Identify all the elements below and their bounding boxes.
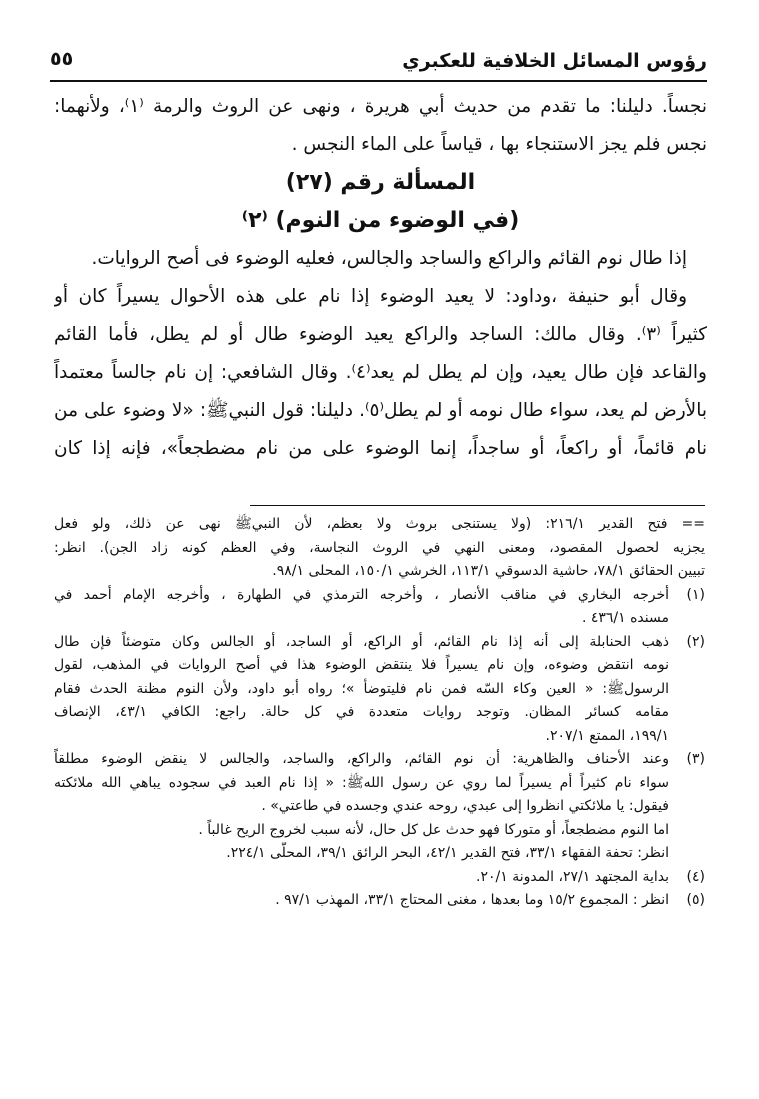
header-divider	[50, 80, 707, 82]
intro-line: نجساً. دليلنا: ما تقدم من حديث أبي هريرة ، ونهى عن الروث والرمة ⁽١⁾، ولأنهما:	[54, 96, 707, 117]
footnote-line: سواء نام كثيراً أم يسيراً لما روي عن رسول اللهﷺ: « إذا نام العبد في سجوده يباهي الله ملائكته	[54, 774, 669, 791]
body-line: نام قائماً، أو راكعاً، أو ساجداً، إنما الوضوء على من نام مضطجعاً»، فإنه إذا كان	[54, 438, 707, 459]
footnote-continuation-line: تبيين الحقائق ٧٨/١، حاشية الدسوقي ١١٣/١، الخرشي ١٥٠/١، المحلى ٩٨/١.	[272, 563, 705, 579]
book-title: رؤوس المسائل الخلافية للعكبري	[402, 50, 707, 72]
footnote-2	[54, 631, 705, 655]
footnote-divider	[250, 505, 705, 506]
footnote-1	[54, 584, 705, 608]
body-line: إذا طال نوم القائم والراكع والساجد والجالس، فعليه الوضوء فى أصح الروايات.	[91, 248, 687, 269]
footnote-marker: (٥)	[686, 892, 705, 908]
body-line: كثيراً ⁽٣⁾. وقال مالك: الساجد والراكع يعيد الوضوء طال أو لم يطل، فأما القائم	[54, 324, 707, 345]
page-number: ٥٥	[50, 48, 74, 70]
footnote-5	[54, 889, 705, 913]
footnote-line: مقامه كسائر المظان. وتوجد روايات متعددة في كل حالة. راجع: الكافي ٤٣/١، الإنصاف	[54, 704, 669, 720]
footnote-marker: (٢)	[686, 633, 705, 650]
footnote-line: نومه انتقض وضوءه، وإن نام يسيراً فلا ينتقض الوضوء هذا في أصح الروايات في المذهب، لقول	[54, 657, 669, 673]
issue-title: المسألة رقم (٢٧)	[285, 170, 476, 195]
footnote-continuation-line: == فتح القدير ٢١٦/١: (ولا يستنجى بروث ولا بعظم، لأن النبيﷺ نهى عن ذلك، ولو فعل	[54, 516, 705, 532]
footnote-continuation-line: يجزيه لحصول المقصود، ومعنى النهي في الروث النجاسة، وفي العظم كونه زاد الجن). انظر:	[54, 539, 705, 556]
footnote-text: ذهب الحنابلة إلى أنه إذا نام القائم، أو الراكع، أو الساجد، أو الجالس وكان متوضئاً فإن طال	[54, 633, 669, 650]
footnote-line: اما النوم مضطجعاً، أو متوركا فهو حدث عل كل حال، لأنه سبب لخروج الريح غالباً .	[198, 821, 669, 838]
body-line: والقاعد فإن طال يعيد، وإن لم يطل لم يعد⁽٤⁾. وقال الشافعي: إن نام جالساً معتمداً	[54, 362, 707, 383]
body-line: بالأرض لم يعد، سواء طال نومه أو لم يطل⁽٥⁾. دليلنا: قول النبيﷺ: «لا وضوء على من	[54, 400, 707, 421]
footnote-marker: (١)	[686, 586, 705, 603]
issue-subtitle: (في الوضوء من النوم) ⁽٢⁾	[241, 208, 520, 233]
footnote-line: فيقول: يا ملائكتي انظروا إلى عبدي، روحه عندي وجسده في طاعتي» .	[261, 798, 669, 814]
footnote-line: الرسولﷺ: « العين وكاء السّه فمن نام فليتوضأ »؛ رواه أبو داود، ولأن النوم مظنة الحدث فقام	[54, 680, 669, 697]
footnote-text: بداية المجتهد ٢٧/١، المدونة ٢٠/١.	[476, 868, 669, 885]
footnote-text: وعند الأحناف والظاهرية: أن نوم القائم، والراكع، والساجد، والجالس لا ينقض الوضوء مطلقاً	[54, 751, 669, 767]
footnote-line: ١٩٩/١، الممتع ٢٠٧/١.	[545, 727, 669, 744]
intro-line: نجس فلم يجز الاستنجاء بها ، قياساً على الماء النجس .	[291, 134, 707, 155]
footnote-3	[54, 748, 705, 772]
footnote-line: مسنده ٤٣٦/١ .	[581, 610, 669, 626]
footnotes	[54, 513, 705, 913]
running-header	[50, 44, 707, 78]
main-text	[54, 88, 707, 468]
footnote-line: انظر: تحفة الفقهاء ٣٣/١، فتح القدير ٤٢/١، البحر الرائق ٣٩/١، المحلّى ٢٢٤/١.	[226, 845, 669, 861]
body-line: وقال أبو حنيفة ،وداود: لا يعيد الوضوء إذا نام على هذه الأحوال يسيراً كان أو	[54, 286, 687, 307]
footnote-marker: (٤)	[686, 868, 705, 885]
footnote-text: انظر : المجموع ١٥/٢ وما بعدها ، مغنى المحتاج ٣٣/١، المهذب ٩٧/١ .	[275, 892, 669, 908]
footnote-text: أخرجه البخاري في مناقب الأنصار ، وأخرجه الترمذي في الطهارة ، وأخرجه الإمام أحمد في	[54, 586, 669, 603]
footnote-marker: (٣)	[686, 751, 705, 767]
footnote-4	[54, 866, 705, 890]
